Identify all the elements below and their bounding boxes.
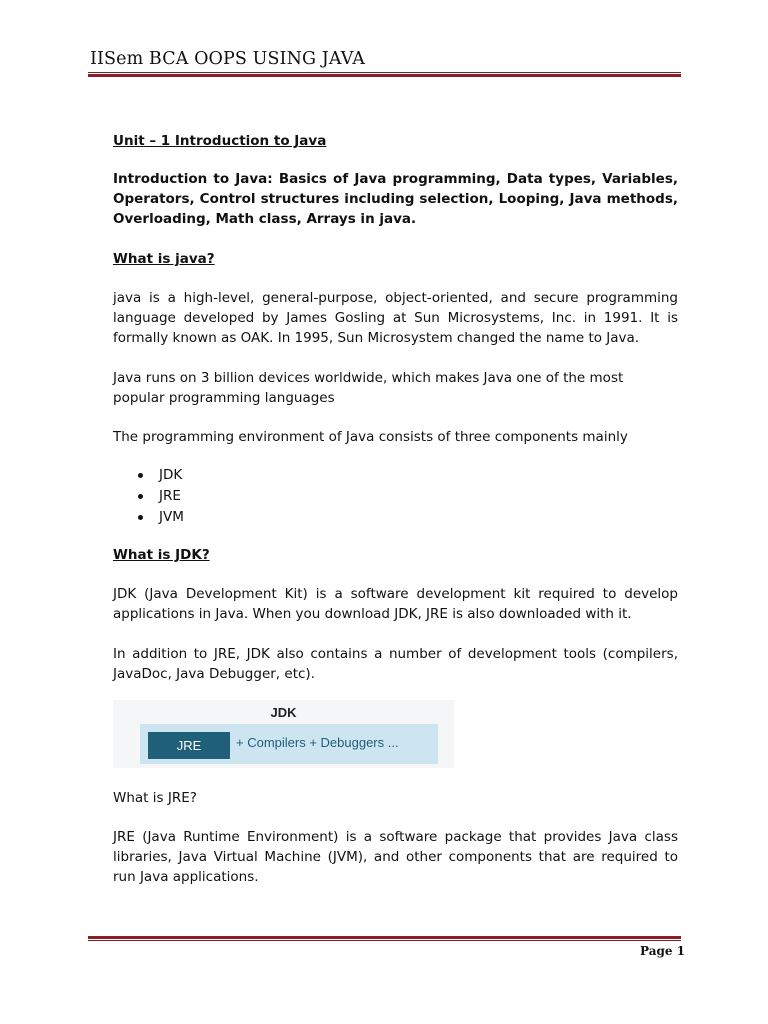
footer-rule-thick	[88, 936, 681, 939]
tools-text: + Compilers + Debuggers ...	[236, 735, 399, 750]
jdk-paragraph-1: JDK (Java Development Kit) is a software development kit required to develop applications in Java. When you download JDK, JRE is also downloaded with it.	[113, 586, 678, 622]
jre-paragraph-1: JRE (Java Runtime Environment) is a software package that provides Java class libraries, Java Virtual Machine (JVM), and other components that are required to run Java applications.	[113, 829, 678, 885]
what-is-jre-heading: What is JRE?	[113, 790, 197, 806]
components-list	[113, 465, 184, 528]
intro-paragraph: Introduction to Java: Basics of Java programming, Data types, Variables, Operators, Control structures including selection, Looping, Java methods, Overloading, Math class, Arrays in java.	[113, 171, 678, 227]
footer-rule-thin	[88, 940, 681, 941]
jdk-diagram	[113, 700, 454, 768]
header-rule-thick	[88, 74, 681, 77]
java-paragraph-2: Java runs on 3 billion devices worldwide, which makes Java one of the most popular programming languages	[113, 370, 624, 406]
list-item: JRE	[113, 486, 184, 507]
what-is-jdk-heading: What is JDK?	[113, 547, 210, 563]
jre-box: JRE	[148, 732, 230, 759]
header-rule-thin	[88, 72, 681, 73]
list-item: JDK	[113, 465, 184, 486]
jdk-paragraph-2: In addition to JRE, JDK also contains a number of development tools (compilers, JavaDoc, Java Debugger, etc).	[113, 646, 678, 682]
jdk-diagram-label: JDK	[270, 705, 297, 720]
list-item: JVM	[113, 507, 184, 528]
java-paragraph-3: The programming environment of Java consists of three components mainly	[113, 429, 628, 445]
header-title: IISem BCA OOPS USING JAVA	[90, 49, 365, 69]
what-is-java-heading: What is java?	[113, 251, 215, 267]
unit-heading: Unit – 1 Introduction to Java	[113, 133, 327, 149]
jdk-diagram-bar	[140, 724, 438, 764]
page-number: Page 1	[640, 944, 686, 958]
java-paragraph-1: java is a high-level, general-purpose, object-oriented, and secure programming language developed by James Gosling at Sun Microsystems, Inc. in 1991. It is formally known as OAK. In 1995, Sun Microsystem changed the name to Java.	[113, 290, 678, 346]
